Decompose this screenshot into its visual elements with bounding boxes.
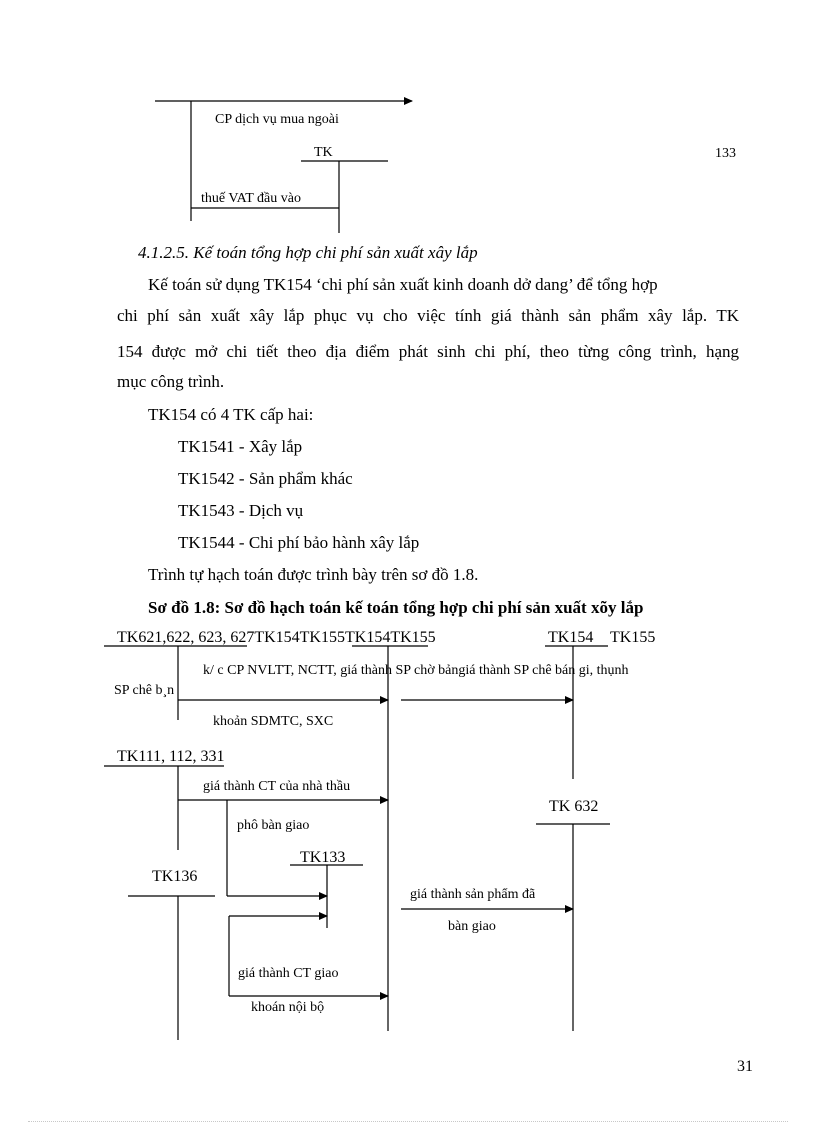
tk-133-number: 133: [715, 146, 736, 161]
page-number: 31: [737, 1058, 753, 1075]
para1-line-2: chi phí sản xuất xây lắp phục vụ cho việc tính giá thành sản phẩm xây lắp. TK: [117, 306, 739, 325]
footer-rule: [28, 1121, 788, 1122]
header-accounts: TK621,622, 623, 627TK154TK155TK154TK155: [117, 629, 436, 646]
para1-line-3: 154 được mở chi tiết theo địa điểm phát sinh chi phí, theo từng công trình, hạng: [117, 342, 739, 361]
vat-label: thuế VAT đầu vào: [201, 191, 301, 206]
nha-thau-label: giá thành CT của nhà thầu: [203, 779, 351, 794]
tk-label: TK: [314, 145, 333, 160]
sub-account-1541: TK1541 - Xây lắp: [178, 437, 303, 456]
sp-che-ban-label: SP chê b¸n: [114, 683, 175, 698]
tk133-header: TK133: [300, 849, 346, 866]
tk111-header: TK111, 112, 331: [117, 748, 225, 765]
ct-giao-label: giá thành CT giao: [238, 966, 339, 981]
tk136-header: TK136: [152, 868, 198, 885]
section-heading: 4.1.2.5. Kế toán tổng hợp chi phí sản xuất xây lắp: [138, 243, 478, 262]
sub-account-1542: TK1542 - Sản phẩm khác: [178, 469, 353, 488]
kc-line: k/ c CP NVLTT, NCTT, giá thành SP chờ bảngiá thành SP chê bán gi, thụnh: [203, 663, 629, 678]
header-tk154: TK154: [548, 629, 594, 646]
gia-thanh-sp-da-label: giá thành sản phẩm đã: [410, 887, 536, 902]
khoan-noi-bo-label: khoán nội bộ: [251, 1000, 325, 1015]
para3: Trình tự hạch toán được trình bày trên sơ đồ 1.8.: [148, 565, 479, 584]
pho-ban-giao-label: phô bàn giao: [237, 818, 310, 833]
tk632-header: TK 632: [549, 798, 599, 815]
para2: TK154 có 4 TK cấp hai:: [148, 405, 314, 424]
cp-dich-vu-label: CP dịch vụ mua ngoài: [215, 112, 339, 127]
khoan-sdmtc-label: khoản SDMTC, SXC: [213, 714, 334, 729]
sub-account-1544: TK1544 - Chi phí bảo hành xây lắp: [178, 533, 420, 552]
sub-account-1543: TK1543 - Dịch vụ: [178, 501, 304, 520]
para1-line-1: Kế toán sử dụng TK154 ‘chi phí sản xuất kinh doanh dở dang’ để tổng hợp: [148, 275, 658, 294]
diagram-title: Sơ đồ 1.8: Sơ đồ hạch toán kế toán tổng hợp chi phí sản xuất xõy lắp: [148, 598, 644, 617]
header-tk155: TK155: [610, 629, 656, 646]
para1-line-4: mục công trình.: [117, 372, 225, 391]
ban-giao-label: bàn giao: [448, 919, 496, 934]
